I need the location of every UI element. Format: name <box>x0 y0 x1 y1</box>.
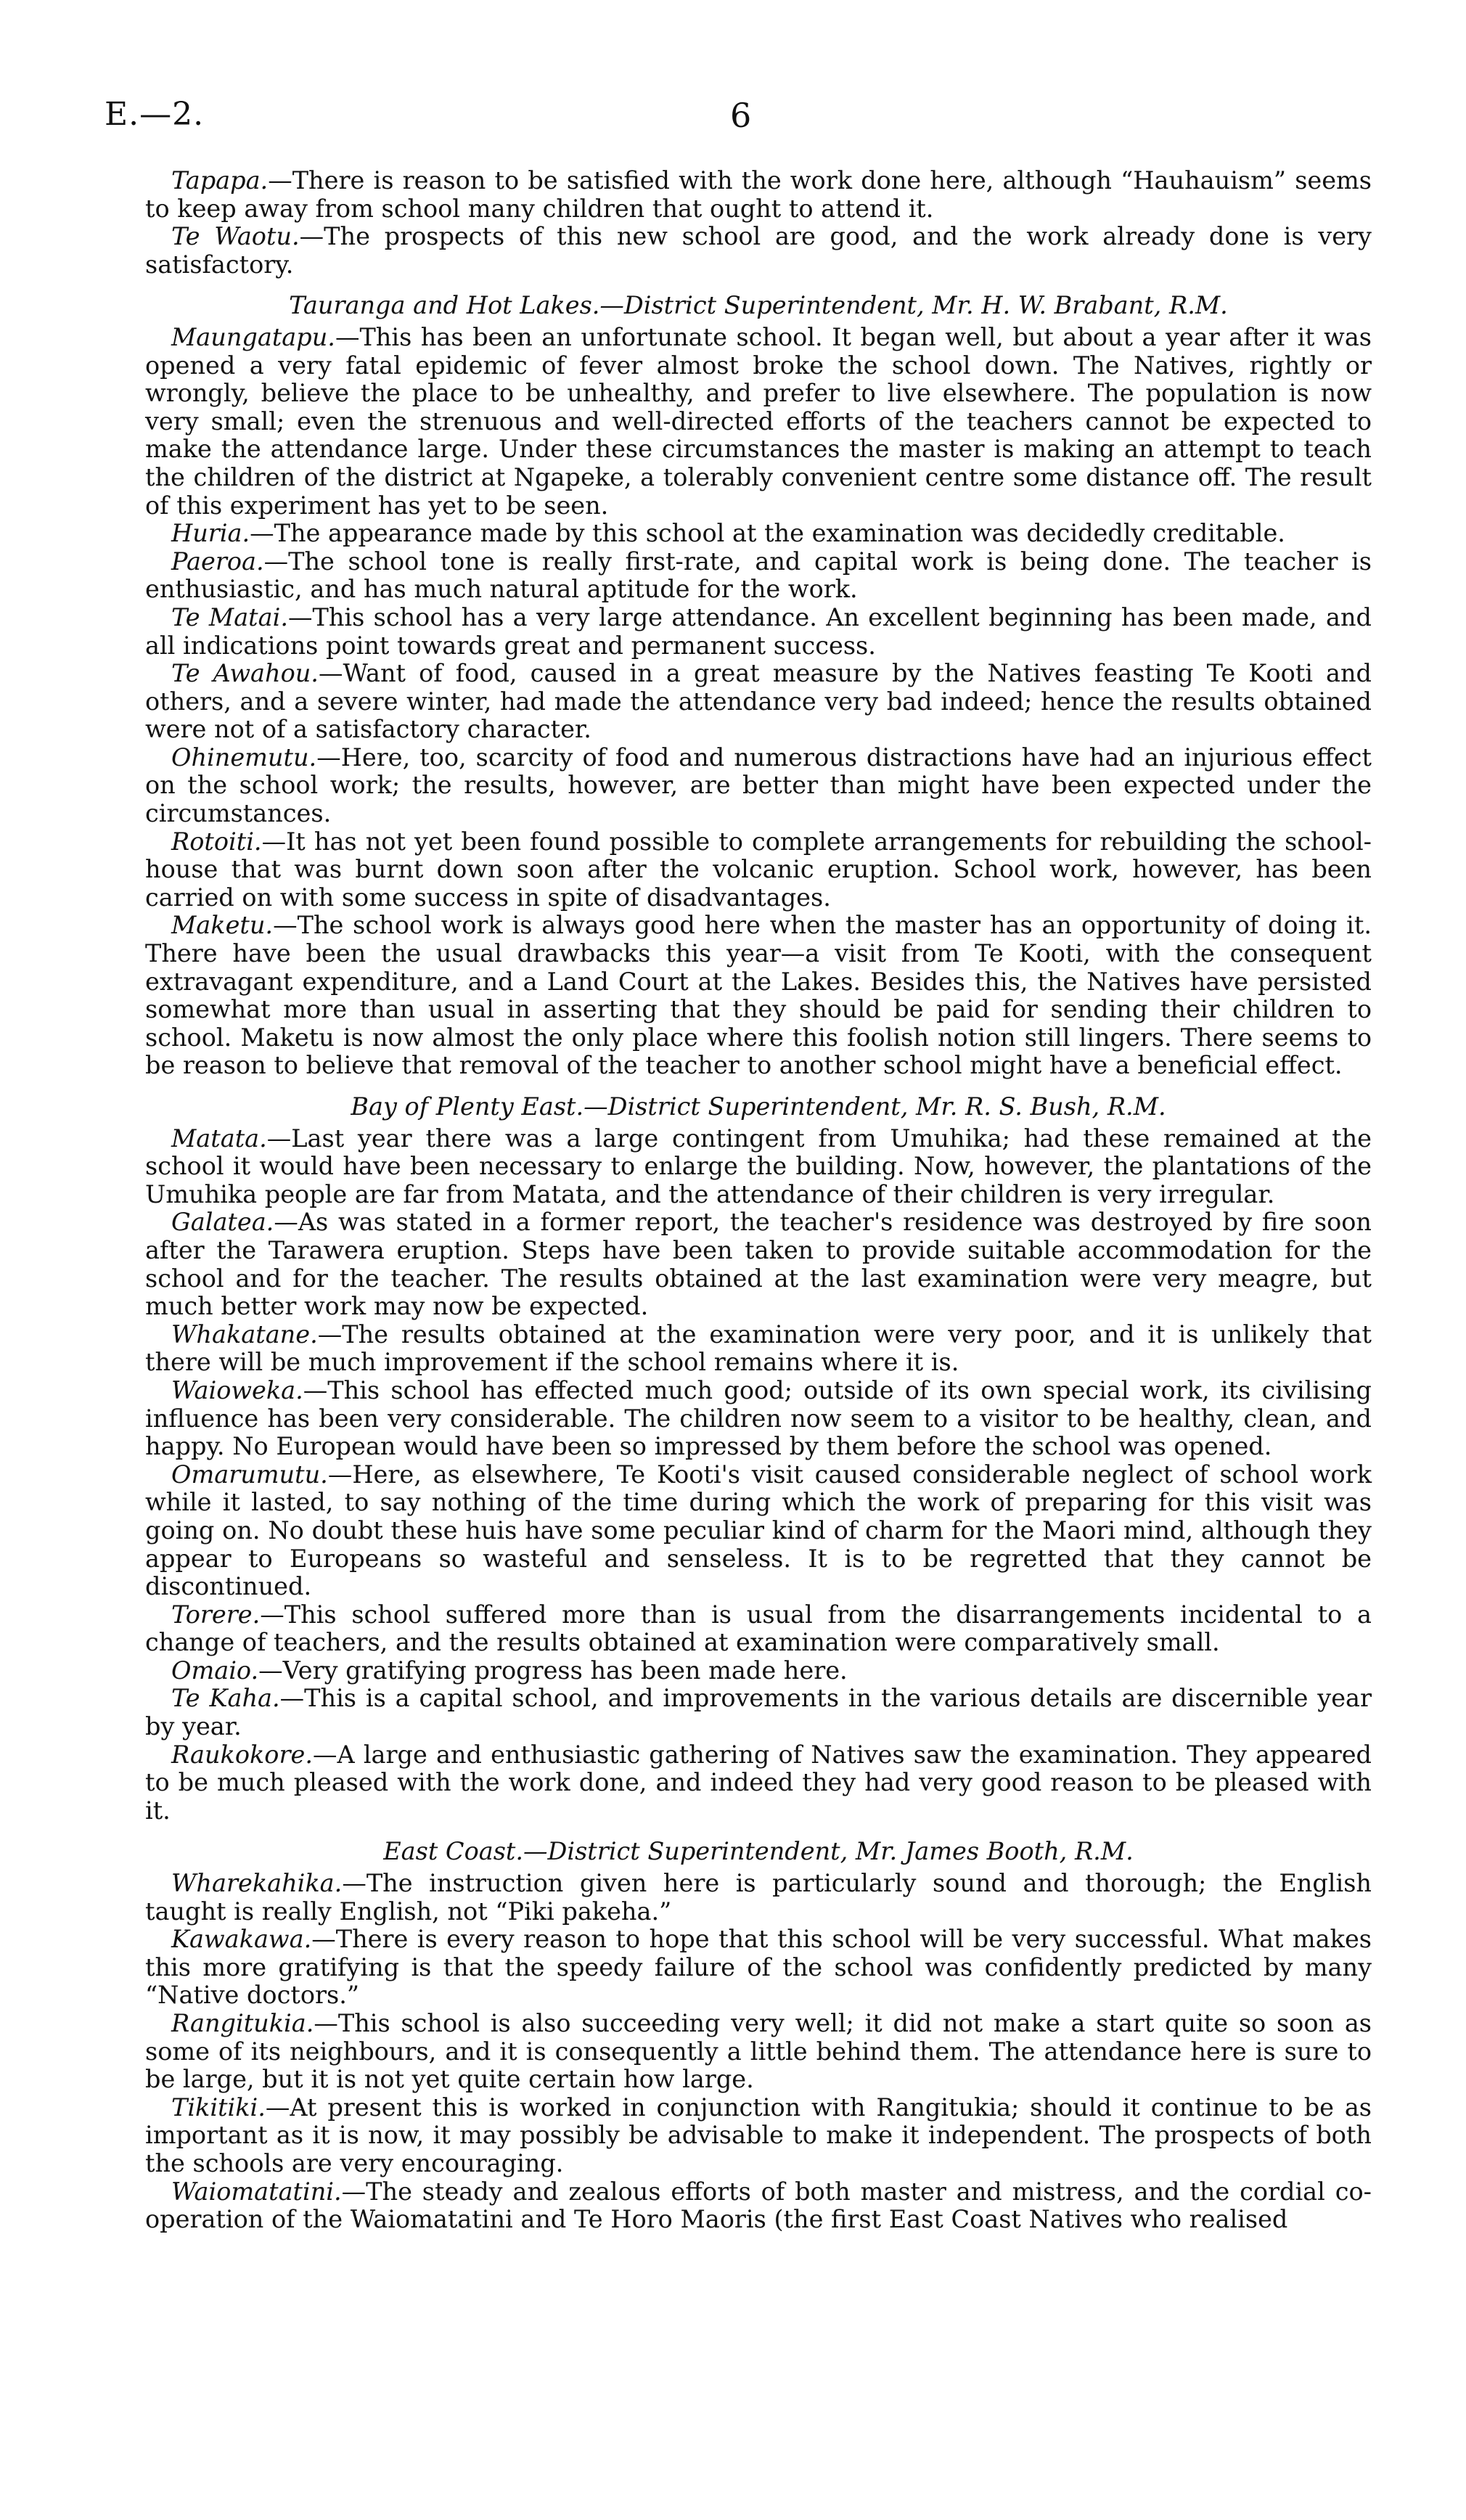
paragraph-rotoiti <box>145 828 1372 912</box>
school-name: Te Matai. <box>171 602 288 631</box>
paragraph-text: —This school has a very large attendance. An excellent beginning has been made, and all indications point towards great and permanent success. <box>145 602 1372 660</box>
paragraph-text: —The appearance made by this school at the examination was decidedly creditable. <box>250 519 1285 548</box>
school-name: Te Waotu. <box>171 222 300 251</box>
paragraph-text: —There is every reason to hope that this school will be very successful. What makes this more gratifying is that the speedy failure of the school was confidently predicted by many “Native doctors.” <box>145 1925 1372 2010</box>
paragraph-galatea <box>145 1208 1372 1320</box>
page-header <box>105 96 1367 154</box>
paragraph-huria <box>145 520 1372 548</box>
school-name: Raukokore. <box>171 1740 313 1769</box>
paragraph-torere <box>145 1601 1372 1657</box>
paragraph-text: —The prospects of this new school are good, and the work already done is very satisfactory. <box>145 222 1372 279</box>
school-name: Waioweka. <box>171 1375 303 1404</box>
school-name: Maungatapu. <box>171 322 335 351</box>
paragraph-text: —The steady and zealous efforts of both master and mistress, and the cordial co-operation of the Waiomatatini and Te Horo Maoris (the first East Coast Natives who realised <box>145 2177 1372 2234</box>
school-name: Te Kaha. <box>171 1684 280 1713</box>
paragraph-text: —At present this is worked in conjunction with Rangitukia; should it continue to be as important as it is now, it may possibly be advisable to make it independent. The prospects of both the schools are very encouraging. <box>145 2092 1372 2177</box>
school-name: Waiomatatini. <box>171 2177 342 2206</box>
paragraph-text: —This school is also succeeding very well; it did not make a start quite so soon as some of its neighbours, and it is consequently a little behind them. The attendance here is sure to be large, but it is not yet quite certain how large. <box>145 2009 1372 2094</box>
paragraph-text: —A large and enthusiastic gathering of Natives saw the examination. They appeared to be much pleased with the work done, and indeed they had very good reason to be pleased with it. <box>145 1740 1372 1825</box>
paragraph-tikitiki <box>145 2094 1372 2178</box>
paragraph-wharekahika <box>145 1870 1372 1926</box>
paragraph-raukokore <box>145 1741 1372 1825</box>
school-name: Wharekahika. <box>171 1869 343 1898</box>
document-body <box>145 167 1372 2234</box>
page-number: 6 <box>730 96 752 135</box>
school-name: Ohinemutu. <box>171 742 317 772</box>
school-name: Rotoiti. <box>171 827 262 856</box>
paragraph-text: —The instruction given here is particularly sound and thorough; the English taught is really English, not “Piki pakeha.” <box>145 1869 1372 1926</box>
paragraph-whakatane <box>145 1321 1372 1377</box>
section-heading-tauranga: Tauranga and Hot Lakes.—District Superintendent, Mr. H. W. Brabant, R.M. <box>289 291 1228 320</box>
paragraph-omaio <box>145 1657 1372 1685</box>
paragraph-text: —There is reason to be satisfied with the work done here, although “Hauhauism” seems to keep away from school many children that ought to attend it. <box>145 166 1372 223</box>
paragraph-te-kaha <box>145 1685 1372 1740</box>
school-name: Kawakawa. <box>171 1925 312 1954</box>
school-name: Matata. <box>171 1124 267 1153</box>
paragraph-kawakawa <box>145 1926 1372 2010</box>
paragraph-text: —Last year there was a large contingent from Umuhika; had these remained at the school it would have been necessary to enlarge the building. Now, however, the plantations of the Umuhika people are far from Matata, and the attendance of their children is very irregular. <box>145 1124 1372 1208</box>
section-heading-bay-of-plenty: Bay of Plenty East.—District Superintendent, Mr. R. S. Bush, R.M. <box>351 1092 1166 1121</box>
paragraph-text: —Here, as elsewhere, Te Kooti's visit caused considerable neglect of school work while it lasted, to say nothing of the time during which the work of preparing for this visit was going on. No doubt these huis have some peculiar kind of charm for the Maori mind, although they appear to Europeans so wasteful and senseless. It is to be regretted that they cannot be discontinued. <box>145 1460 1372 1601</box>
paragraph-waioweka <box>145 1377 1372 1461</box>
school-name: Tapapa. <box>171 166 269 195</box>
paragraph-text: —The school tone is really first-rate, and capital work is being done. The teacher is enthusiastic, and has much natural aptitude for the work. <box>145 547 1372 604</box>
paragraph-tapapa <box>145 167 1372 223</box>
paragraph-omarumutu <box>145 1461 1372 1601</box>
school-name: Te Awahou. <box>171 659 319 688</box>
paragraph-text: —This has been an unfortunate school. It began well, but about a year after it was opened a very fatal epidemic of fever almost broke the school down. The Natives, rightly or wrongly, believe the place to be unhealthy, and prefer to live elsewhere. The population is now very small; even the strenuous and well-directed efforts of the teachers cannot be expected to make the attendance large. Under these circumstances the master is making an attempt to teach the children of the district at Ngapeke, a tolerably convenient centre some distance off. The result of this experiment has yet to be seen. <box>145 322 1372 520</box>
paragraph-te-waotu <box>145 223 1372 279</box>
paragraph-te-matai <box>145 604 1372 660</box>
section-heading-east-coast: East Coast.—District Superintendent, Mr. James Booth, R.M. <box>383 1837 1134 1866</box>
paragraph-text: —As was stated in a former report, the teacher's residence was destroyed by fire soon after the Tarawera eruption. Steps have been taken to provide suitable accommodation for the school and for the teacher. The results obtained at the last examination were very meagre, but much better work may now be expected. <box>145 1208 1372 1321</box>
paragraph-text: —Want of food, caused in a great measure by the Natives feasting Te Kooti and others, and a severe winter, had made the attendance very bad indeed; hence the results obtained were not of a satisfactory character. <box>145 659 1372 744</box>
paragraph-text: —This school suffered more than is usual from the disarrangements incidental to a change of teachers, and the results obtained at examination were comparatively small. <box>145 1600 1372 1657</box>
document-code: E.—2. <box>105 96 205 133</box>
paragraph-text: —The results obtained at the examination were very poor, and it is unlikely that there will be much improvement if the school remains where it is. <box>145 1320 1372 1377</box>
paragraph-maketu <box>145 912 1372 1080</box>
school-name: Galatea. <box>171 1208 274 1237</box>
paragraph-text: —This school has effected much good; outside of its own special work, its civilising influence has been very considerable. The children now seem to a visitor to be healthy, clean, and happy. No European would have been so impressed by them before the school was opened. <box>145 1375 1372 1461</box>
school-name: Rangitukia. <box>171 2009 314 2037</box>
paragraph-text: —Very gratifying progress has been made here. <box>258 1656 848 1685</box>
paragraph-maungatapu <box>145 324 1372 520</box>
paragraph-matata <box>145 1125 1372 1209</box>
paragraph-text: —This is a capital school, and improvements in the various details are discernible year by year. <box>145 1684 1372 1741</box>
paragraph-rangitukia <box>145 2010 1372 2094</box>
school-name: Torere. <box>171 1600 261 1629</box>
paragraph-te-awahou <box>145 660 1372 744</box>
paragraph-text: —Here, too, scarcity of food and numerous distractions have had an injurious effect on the school work; the results, however, are better than might have been expected under the circumstances. <box>145 742 1372 828</box>
paragraph-ohinemutu <box>145 744 1372 828</box>
school-name: Paeroa. <box>171 547 264 576</box>
school-name: Huria. <box>171 519 250 548</box>
school-name: Tikitiki. <box>171 2092 266 2122</box>
paragraph-text: —The school work is always good here when the master has an opportunity of doing it. There have been the usual drawbacks this year—a visit from Te Kooti, with the consequent extravagant expenditure, and a Land Court at the Lakes. Besides this, the Natives have persisted somewhat more than usual in asserting that they should be paid for sending their children to school. Maketu is now almost the only place where this foolish notion still lingers. There seems to be reason to believe that removal of the teacher to another school might have a beneficial effect. <box>145 911 1372 1080</box>
paragraph-paeroa <box>145 548 1372 604</box>
paragraph-text: —It has not yet been found possible to complete arrangements for rebuilding the school-house that was burnt down soon after the volcanic eruption. School work, however, has been carried on with some success in spite of disadvantages. <box>145 827 1372 912</box>
school-name: Omaio. <box>171 1656 259 1685</box>
paragraph-waiomatatini <box>145 2178 1372 2234</box>
school-name: Whakatane. <box>171 1320 318 1349</box>
school-name: Omarumutu. <box>171 1460 328 1489</box>
school-name: Maketu. <box>171 911 274 940</box>
